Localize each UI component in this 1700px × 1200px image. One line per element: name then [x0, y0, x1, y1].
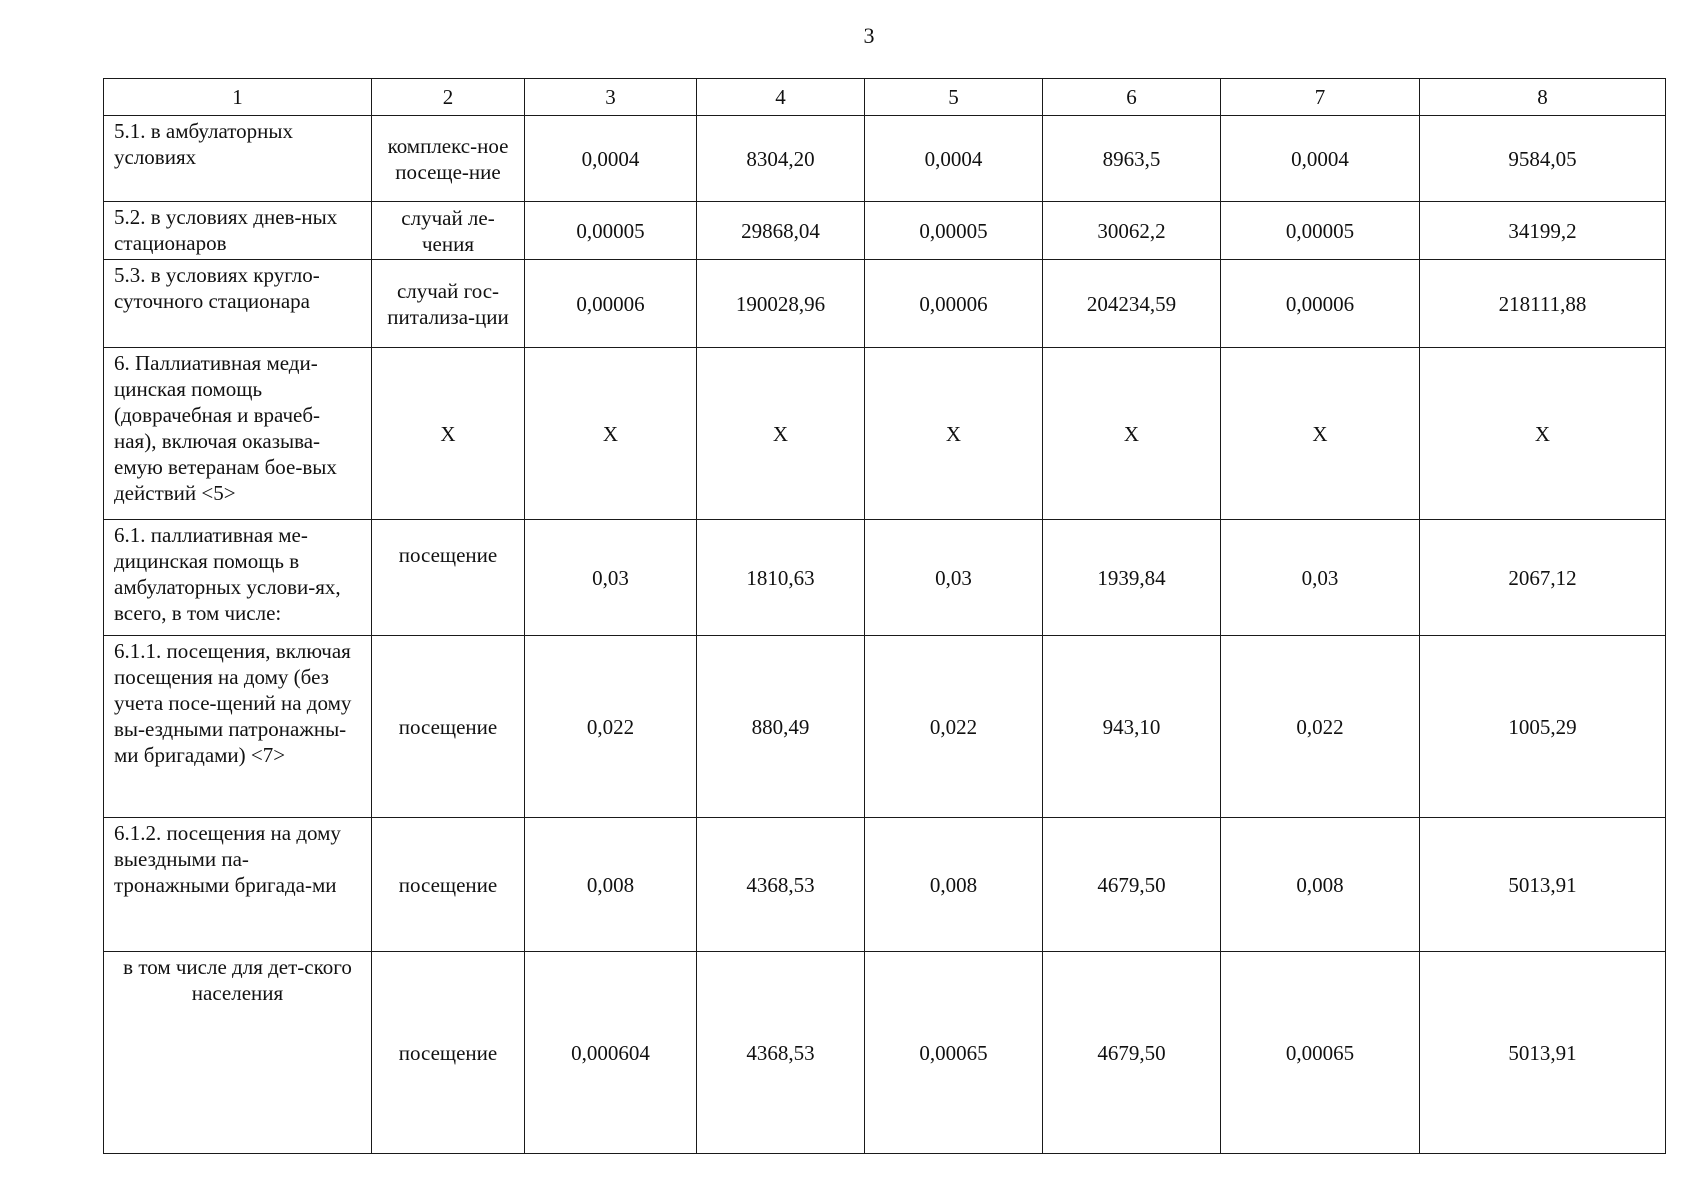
value-cell: 0,008 — [865, 818, 1043, 952]
data-table — [103, 78, 1666, 1154]
table-row — [104, 260, 1666, 348]
value-cell: 0,0004 — [865, 116, 1043, 202]
value-cell: 0,000604 — [525, 952, 697, 1154]
value-cell: 0,008 — [525, 818, 697, 952]
table-row — [104, 520, 1666, 636]
value-cell: 0,008 — [1221, 818, 1420, 952]
value-cell: 0,00065 — [865, 952, 1043, 1154]
value-cell: 4368,53 — [697, 952, 865, 1154]
table-row — [104, 636, 1666, 818]
unit-cell: посещение — [372, 520, 525, 636]
value-cell: 0,00006 — [865, 260, 1043, 348]
value-cell: 2067,12 — [1420, 520, 1666, 636]
table-header-row — [104, 79, 1666, 116]
unit-cell: X — [372, 348, 525, 520]
column-header: 3 — [525, 79, 697, 116]
value-cell: 880,49 — [697, 636, 865, 818]
value-cell: 5013,91 — [1420, 952, 1666, 1154]
unit-cell: случай гос-питализа-ции — [372, 260, 525, 348]
row-label: 6.1.1. посещения, включая посещения на дому (без учета посе-щений на дому вы-ездными патронажны-ми бригадами) <7> — [104, 636, 372, 818]
value-cell: 1005,29 — [1420, 636, 1666, 818]
column-header: 6 — [1043, 79, 1221, 116]
table-row — [104, 952, 1666, 1154]
value-cell: 1810,63 — [697, 520, 865, 636]
page-number: 3 — [863, 23, 875, 48]
value-cell: X — [1221, 348, 1420, 520]
table-row — [104, 818, 1666, 952]
value-cell: 0,022 — [525, 636, 697, 818]
row-label: 6.1.2. посещения на дому выездными па-тронажными бригада-ми — [104, 818, 372, 952]
unit-cell: посещение — [372, 952, 525, 1154]
value-cell: 29868,04 — [697, 202, 865, 260]
row-label: 6. Паллиативная меди-цинская помощь (доврачебная и врачеб-ная), включая оказыва-емую ветеранам бое-вых действий <5> — [104, 348, 372, 520]
table-row — [104, 202, 1666, 260]
value-cell: 0,00006 — [525, 260, 697, 348]
value-cell: 0,00006 — [1221, 260, 1420, 348]
value-cell: X — [865, 348, 1043, 520]
value-cell: 0,00005 — [1221, 202, 1420, 260]
column-header: 1 — [104, 79, 372, 116]
value-cell: 8304,20 — [697, 116, 865, 202]
value-cell: X — [697, 348, 865, 520]
column-header: 5 — [865, 79, 1043, 116]
value-cell: 943,10 — [1043, 636, 1221, 818]
value-cell: 0,03 — [525, 520, 697, 636]
unit-cell: случай ле-чения — [372, 202, 525, 260]
column-header: 7 — [1221, 79, 1420, 116]
value-cell: 0,0004 — [1221, 116, 1420, 202]
value-cell: 4368,53 — [697, 818, 865, 952]
unit-cell: комплекс-ное посеще-ние — [372, 116, 525, 202]
row-label: 6.1. паллиативная ме-дицинская помощь в амбулаторных услови-ях, всего, в том числе: — [104, 520, 372, 636]
row-label: в том числе для дет-ского населения — [104, 952, 372, 1154]
value-cell: 204234,59 — [1043, 260, 1221, 348]
value-cell: 34199,2 — [1420, 202, 1666, 260]
value-cell: 4679,50 — [1043, 818, 1221, 952]
value-cell: 0,03 — [865, 520, 1043, 636]
value-cell: 0,0004 — [525, 116, 697, 202]
value-cell: 0,00065 — [1221, 952, 1420, 1154]
value-cell: 1939,84 — [1043, 520, 1221, 636]
column-header: 8 — [1420, 79, 1666, 116]
row-label: 5.3. в условиях кругло-суточного стационара — [104, 260, 372, 348]
value-cell: 8963,5 — [1043, 116, 1221, 202]
value-cell: 190028,96 — [697, 260, 865, 348]
value-cell: 0,03 — [1221, 520, 1420, 636]
unit-cell: посещение — [372, 636, 525, 818]
value-cell: 0,00005 — [525, 202, 697, 260]
value-cell: 0,022 — [1221, 636, 1420, 818]
value-cell: 30062,2 — [1043, 202, 1221, 260]
row-label: 5.2. в условиях днев-ных стационаров — [104, 202, 372, 260]
unit-cell: посещение — [372, 818, 525, 952]
column-header: 2 — [372, 79, 525, 116]
value-cell: X — [1043, 348, 1221, 520]
value-cell: 0,022 — [865, 636, 1043, 818]
value-cell: X — [1420, 348, 1666, 520]
row-label: 5.1. в амбулаторных условиях — [104, 116, 372, 202]
value-cell: 4679,50 — [1043, 952, 1221, 1154]
value-cell: 5013,91 — [1420, 818, 1666, 952]
value-cell: 0,00005 — [865, 202, 1043, 260]
table-row — [104, 348, 1666, 520]
column-header: 4 — [697, 79, 865, 116]
value-cell: 9584,05 — [1420, 116, 1666, 202]
table-row — [104, 116, 1666, 202]
value-cell: 218111,88 — [1420, 260, 1666, 348]
value-cell: X — [525, 348, 697, 520]
